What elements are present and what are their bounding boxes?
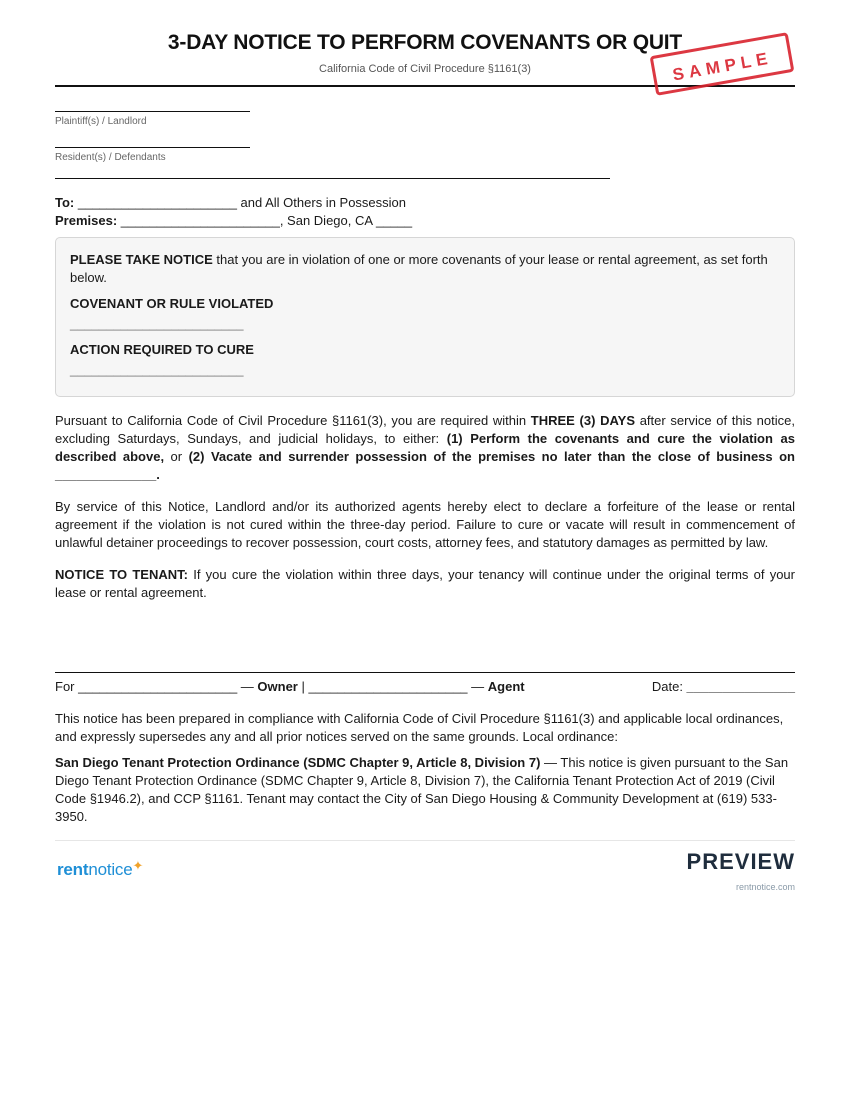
- to-value: ______________________ and All Others in Possession: [74, 195, 407, 210]
- notice-lead: [70, 251, 780, 287]
- pursuant-text-1: Pursuant to California Code of Civil Procedure §1161(3), you are required within: [55, 413, 531, 428]
- premises-value: ______________________, San Diego, CA _____: [117, 213, 413, 228]
- compliance-paragraph: This notice has been prepared in compliance with California Code of Civil Procedure §1161(3) and applicable local ordinances, and expressly supersedes any and all prior notices served on the same grounds. Local ordinance:: [55, 711, 784, 744]
- signature-for: For ______________________ —: [55, 679, 258, 694]
- plaintiff-line: [55, 111, 250, 112]
- option-vacate: (2) Vacate and surrender possession of the premises no later than the close of business on ______________.: [55, 449, 795, 482]
- covenant-blank: ________________________: [70, 316, 244, 331]
- premises-line: [55, 212, 412, 229]
- date-label: Date:: [651, 679, 687, 694]
- notice-lead-bold: PLEASE TAKE NOTICE: [70, 252, 213, 267]
- signature-row: [55, 678, 795, 696]
- signature-owner: Owner: [257, 679, 298, 694]
- premises-label: Premises:: [55, 213, 118, 228]
- footer-divider: [55, 840, 795, 841]
- ordinance-paragraph: [55, 754, 795, 826]
- logo-rent: rent: [57, 860, 89, 879]
- forfeiture-paragraph: By service of this Notice, Landlord and/or its authorized agents hereby elect to declare a forfeiture of the lease or rental agreement if the violation is not cured within the three-day period. Failure to cure or vacate will result in commencement of unlawful detainer proceedings to recover possession, court costs, attorney fees, and statutory damages as permitted by law.: [55, 499, 795, 550]
- option-perform: (1) Perform the covenants and cure the violation as described above,: [55, 431, 795, 464]
- signature-date: [652, 678, 795, 696]
- document-subtitle: California Code of Civil Procedure §1161(3): [319, 63, 531, 75]
- site-url: rentnotice.com: [735, 882, 795, 892]
- sparkle-icon: ✦: [132, 858, 144, 873]
- pursuant-text-2: after service of this notice, excluding Saturdays, Sundays, and judicial holidays, to either:: [55, 413, 795, 446]
- pursuant-text-3: or: [164, 449, 189, 464]
- action-heading: ACTION REQUIRED TO CURE: [70, 342, 254, 357]
- covenant-heading: COVENANT OR RULE VIOLATED: [70, 296, 274, 311]
- resident-label: Resident(s) / Defendants: [55, 152, 166, 163]
- rentnotice-logo: [57, 860, 143, 880]
- pursuant-paragraph: [55, 412, 795, 484]
- resident-line: [55, 147, 250, 148]
- tenant-notice-paragraph: [55, 566, 795, 602]
- action-blank: ________________________: [70, 362, 244, 377]
- logo-notice: notice: [88, 860, 133, 879]
- signature-agent: Agent: [487, 679, 525, 694]
- signature-mid: | ______________________ —: [297, 679, 488, 694]
- to-label: To:: [55, 195, 75, 210]
- notice-lead-text: that you are in violation of one or more covenants of your lease or rental agreement, as set forth below.: [70, 252, 768, 285]
- signature-divider: [55, 672, 795, 673]
- date-blank: _______________: [686, 679, 795, 694]
- tenant-notice-text: If you cure the violation within three days, your tenancy will continue under the original terms of your lease or rental agreement.: [55, 567, 795, 600]
- ordinance-text: — This notice is given pursuant to the San Diego Tenant Protection Ordinance (SDMC Chapter 9, Article 8, Division 7), the California Tenant Protection Act of 2019 (Civil Code §1946.2), and CCP §1161. Tenant may contact the City of San Diego Housing & Community Development at (619) 533-3950.: [55, 755, 789, 824]
- notice-box: [55, 237, 795, 397]
- tenant-notice-bold: NOTICE TO TENANT:: [55, 567, 188, 582]
- ordinance-title: San Diego Tenant Protection Ordinance (SDMC Chapter 9, Article 8, Division 7): [55, 755, 541, 770]
- to-line: [55, 194, 406, 211]
- document-title: 3-DAY NOTICE TO PERFORM COVENANTS OR QUIT: [167, 31, 683, 54]
- plaintiff-label: Plaintiff(s) / Landlord: [55, 116, 147, 127]
- sample-stamp: SAMPLE: [650, 32, 795, 96]
- party-divider: [55, 178, 610, 179]
- three-days: THREE (3) DAYS: [530, 413, 636, 428]
- preview-label: PREVIEW: [686, 849, 795, 874]
